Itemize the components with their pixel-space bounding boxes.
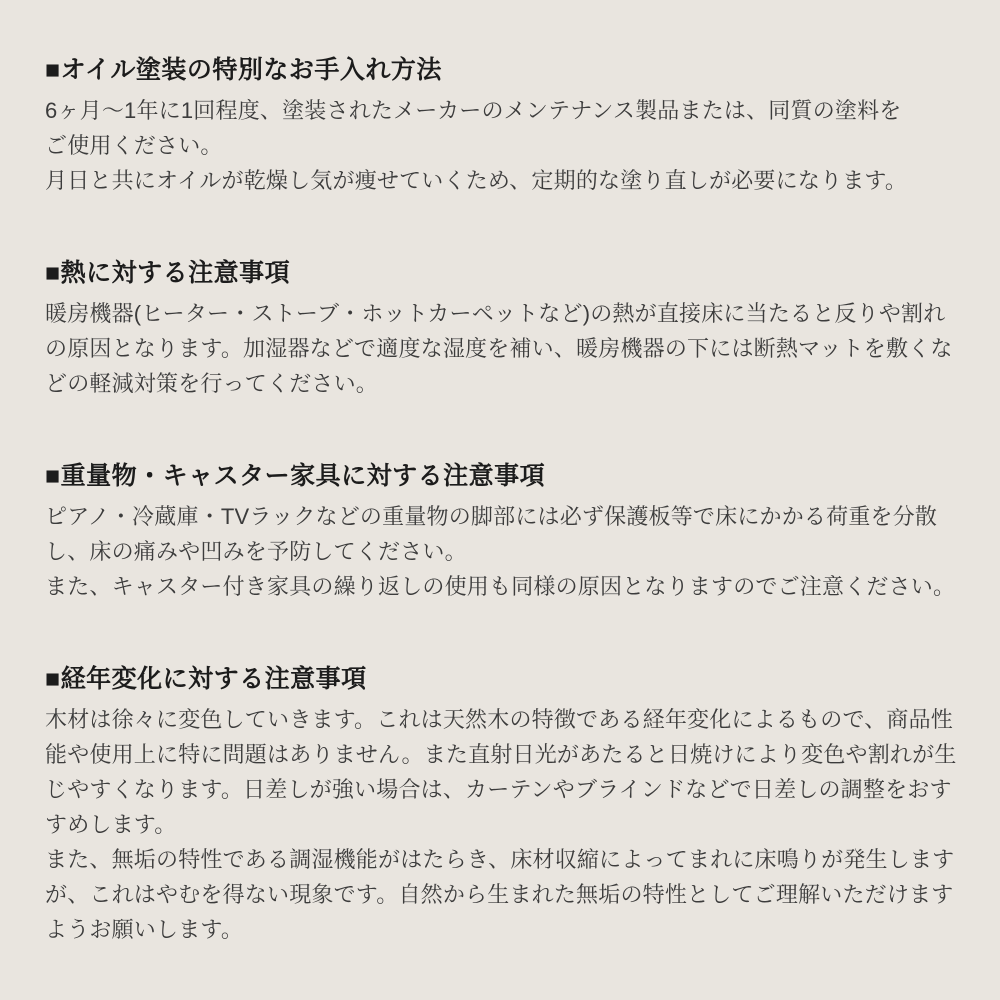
body-line: が、これはやむを得ない現象です。自然から生まれた無垢の特性としてご理解いただけます	[45, 882, 954, 907]
body-line: 木材は徐々に変色していきます。これは天然木の特徴である経年変化によるもので、商品性	[45, 707, 954, 732]
body-line: じやすくなります。日差しが強い場合は、カーテンやブラインドなどで日差しの調整をおす	[45, 777, 952, 802]
section-heavy-items-casters-caution	[45, 461, 958, 604]
body-line: また、キャスター付き家具の繰り返しの使用も同様の原因となりますのでご注意ください。	[45, 574, 956, 599]
body-line: どの軽減対策を行ってください。	[45, 371, 379, 396]
body-line: の原因となります。加湿器などで適度な湿度を補い、暖房機器の下には断熱マットを敷くな	[45, 336, 953, 361]
body-line: また、無垢の特性である調湿機能がはたらき、床材収縮によってまれに床鳴りが発生します	[45, 847, 955, 872]
body-line: ようお願いします。	[45, 917, 244, 942]
body-line: 月日と共にオイルが乾燥し気が痩せていくため、定期的な塗り直しが必要になります。	[45, 168, 908, 193]
section-heading: ■経年変化に対する注意事項	[45, 665, 367, 693]
section-heading: ■熱に対する注意事項	[45, 259, 291, 287]
section-body	[45, 499, 958, 604]
section-body	[45, 702, 958, 947]
section-body	[45, 296, 958, 401]
section-body	[45, 93, 958, 198]
body-line: ピアノ・冷蔵庫・TVラックなどの重量物の脚部には必ず保護板等で床にかかる荷重を分散	[45, 504, 938, 529]
body-line: ご使用ください。	[45, 133, 223, 158]
body-line: 6ヶ月〜1年に1回程度、塗装されたメーカーのメンテナンス製品または、同質の塗料を	[45, 98, 902, 123]
section-heat-caution	[45, 258, 958, 401]
body-line: し、床の痛みや凹みを予防してください。	[45, 539, 467, 564]
section-heading: ■重量物・キャスター家具に対する注意事項	[45, 462, 546, 490]
section-heading: ■オイル塗装の特別なお手入れ方法	[45, 56, 442, 84]
body-line: 能や使用上に特に問題はありません。また直射日光があたると日焼けにより変色や割れが生	[45, 742, 957, 767]
section-aging-change-caution	[45, 664, 958, 947]
section-oil-coating-care	[45, 55, 958, 198]
body-line: すめします。	[45, 812, 177, 837]
body-line: 暖房機器(ヒーター・ストーブ・ホットカーペットなど)の熱が直接床に当たると反りや割れ	[45, 301, 946, 326]
